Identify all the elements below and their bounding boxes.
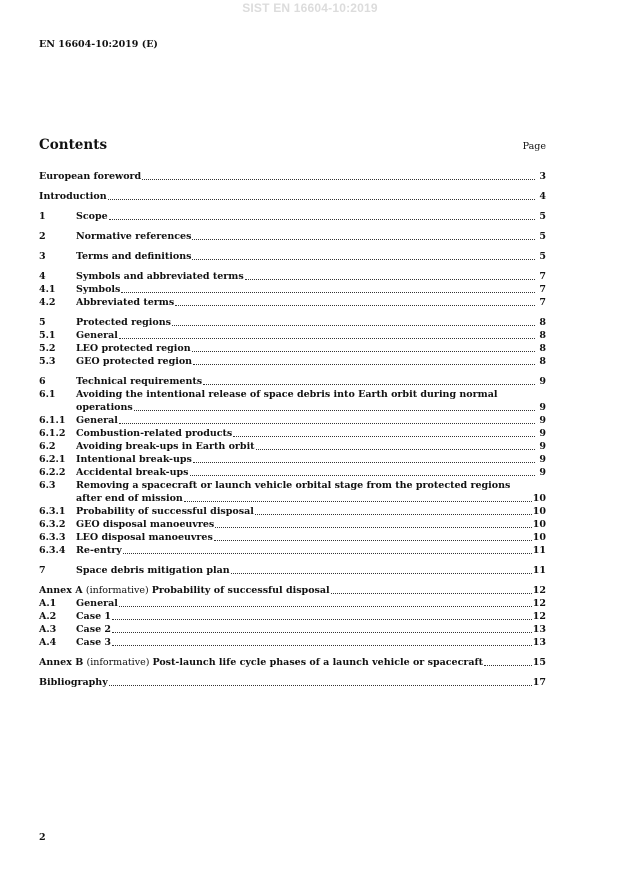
toc-entry[interactable]	[39, 270, 546, 283]
toc-entry-page: 10	[532, 519, 546, 530]
dot-leader	[192, 258, 535, 260]
dot-leader	[175, 304, 535, 306]
toc-entry-number: 2	[39, 231, 46, 242]
dot-leader	[121, 291, 535, 293]
toc-entry-title: Symbols and abbreviated terms	[76, 271, 244, 282]
toc-entry-title	[39, 584, 330, 597]
toc-entry-number: 6.3.4	[39, 545, 66, 556]
toc-entry-number: 4.2	[39, 297, 56, 308]
toc-entry-number: A.2	[39, 611, 57, 622]
toc-entry-number: 6.2.2	[39, 467, 66, 478]
dot-leader	[142, 178, 535, 180]
table-of-contents	[39, 170, 546, 689]
dot-leader	[112, 631, 532, 633]
toc-entry-number: 1	[39, 211, 46, 222]
toc-entry-title: GEO protected region	[76, 356, 193, 367]
dot-leader	[134, 409, 535, 411]
toc-entry-title: General	[76, 415, 118, 426]
toc-entry[interactable]	[39, 544, 546, 557]
toc-entry-number: A.3	[39, 624, 57, 635]
toc-entry-title: Avoiding the intentional release of space debris into Earth orbit during normal	[76, 389, 498, 400]
toc-entry-page: 8	[539, 343, 546, 354]
page-number: 2	[39, 832, 46, 843]
toc-entry-number: 5.3	[39, 356, 56, 367]
toc-entry-title: after end of mission	[76, 493, 183, 504]
toc-entry-number: 6.1	[39, 389, 56, 400]
toc-entry-number: 6.1.2	[39, 428, 66, 439]
toc-entry[interactable]	[39, 623, 546, 636]
toc-entry-title: Technical requirements	[76, 376, 203, 387]
toc-entry-page: 9	[539, 428, 546, 439]
toc-entry[interactable]	[39, 375, 546, 388]
toc-entry-number: 3	[39, 251, 46, 262]
toc-entry-title: GEO disposal manoeuvres	[76, 519, 215, 530]
toc-entry-page: 13	[532, 624, 546, 635]
dot-leader	[331, 592, 532, 594]
toc-entry-page: 9	[539, 415, 546, 426]
toc-entry[interactable]	[39, 190, 546, 203]
toc-entry-number: A.4	[39, 637, 57, 648]
toc-entry-title: Removing a spacecraft or launch vehicle orbital stage from the protected regions	[76, 480, 511, 491]
toc-entry-title-line	[39, 479, 546, 492]
toc-entry-number: 5.2	[39, 343, 56, 354]
toc-entry[interactable]	[39, 453, 546, 466]
toc-entry-page: 7	[539, 284, 546, 295]
dot-leader	[245, 278, 535, 280]
toc-entry[interactable]	[39, 505, 546, 518]
dot-leader	[108, 198, 535, 200]
toc-entry-page: 13	[532, 637, 546, 648]
toc-entry-title: Probability of successful disposal	[76, 506, 254, 517]
dot-leader	[112, 644, 532, 646]
toc-entry[interactable]	[39, 466, 546, 479]
toc-entry-number: 7	[39, 565, 46, 576]
toc-entry-title: Bibliography	[39, 677, 108, 688]
toc-entry[interactable]	[39, 296, 546, 309]
toc-entry-title: Abbreviated terms	[76, 297, 175, 308]
toc-entry-title: European foreword	[39, 171, 142, 182]
toc-entry-page: 3	[539, 171, 546, 182]
toc-entry-page: 9	[539, 441, 546, 452]
toc-entry-title: Accidental break-ups	[76, 467, 189, 478]
toc-entry-number: 6.2	[39, 441, 56, 452]
toc-entry-title: Avoiding break-ups in Earth orbit	[76, 441, 255, 452]
toc-entry[interactable]	[39, 355, 546, 368]
toc-entry-title: Normative references	[76, 231, 192, 242]
toc-entry-page: 17	[532, 677, 546, 688]
annex-informative-label: (informative)	[86, 657, 153, 668]
page-column-label: Page	[522, 141, 546, 152]
dot-leader	[109, 218, 535, 220]
toc-entry-title: Introduction	[39, 191, 107, 202]
dot-leader	[193, 363, 535, 365]
toc-entry-title: Combustion-related products	[76, 428, 233, 439]
toc-entry-page: 11	[532, 545, 546, 556]
toc-entry-page: 12	[532, 611, 546, 622]
toc-entry-number: 6.3.1	[39, 506, 66, 517]
toc-entry[interactable]	[39, 656, 546, 669]
toc-entry-number: 5.1	[39, 330, 56, 341]
toc-entry-title: Terms and definitions	[76, 251, 192, 262]
dot-leader	[119, 422, 535, 424]
toc-entry-page: 11	[532, 565, 546, 576]
toc-entry[interactable]	[39, 610, 546, 623]
toc-entry[interactable]	[39, 479, 546, 505]
toc-entry-title	[39, 656, 483, 669]
toc-entry-page: 9	[539, 376, 546, 387]
toc-entry[interactable]	[39, 414, 546, 427]
toc-entry-number: 6.3.3	[39, 532, 66, 543]
toc-entry-page: 8	[539, 356, 546, 367]
dot-leader	[123, 552, 532, 554]
toc-entry[interactable]	[39, 230, 546, 243]
toc-entry-title: LEO disposal manoeuvres	[76, 532, 213, 543]
toc-entry-page: 8	[539, 317, 546, 328]
toc-entry-title: Scope	[76, 211, 108, 222]
toc-entry-page: 12	[532, 598, 546, 609]
toc-entry-page: 10	[532, 532, 546, 543]
dot-leader	[192, 238, 535, 240]
toc-entry-title: LEO protected region	[76, 343, 191, 354]
toc-entry-title: Case 3	[76, 637, 112, 648]
toc-entry[interactable]	[39, 584, 546, 597]
annex-label: Annex A	[39, 585, 86, 596]
toc-entry-number: 6.3.2	[39, 519, 66, 530]
toc-entry-page: 10	[532, 493, 546, 504]
toc-entry[interactable]	[39, 440, 546, 453]
toc-entry-page: 5	[539, 211, 546, 222]
dot-leader	[184, 500, 532, 502]
annex-title: Probability of successful disposal	[151, 585, 330, 596]
toc-entry[interactable]	[39, 250, 546, 263]
toc-entry-page: 9	[539, 454, 546, 465]
dot-leader	[112, 618, 532, 620]
toc-entry[interactable]	[39, 388, 546, 414]
toc-entry-title-line	[39, 388, 546, 401]
toc-entry[interactable]	[39, 636, 546, 649]
dot-leader	[119, 605, 532, 607]
toc-entry-number: 6.3	[39, 480, 56, 491]
annex-title: Post-launch life cycle phases of a launch vehicle or spacecraft	[152, 657, 484, 668]
dot-leader	[172, 324, 535, 326]
toc-entry-page: 5	[539, 251, 546, 262]
dot-leader	[484, 664, 532, 666]
toc-entry[interactable]	[39, 329, 546, 342]
dot-leader	[193, 461, 535, 463]
annex-label: Annex B	[39, 657, 87, 668]
toc-entry-page: 9	[539, 467, 546, 478]
toc-entry-title: General	[76, 598, 118, 609]
toc-entry-page: 7	[539, 297, 546, 308]
contents-title: Contents	[39, 137, 108, 153]
dot-leader	[192, 350, 535, 352]
toc-entry[interactable]	[39, 531, 546, 544]
toc-entry-number: A.1	[39, 598, 57, 609]
toc-entry-title: Re-entry	[76, 545, 122, 556]
dot-leader	[233, 435, 535, 437]
toc-entry-number: 4	[39, 271, 46, 282]
toc-entry-title: Case 2	[76, 624, 112, 635]
toc-entry-title: operations	[76, 402, 133, 413]
toc-entry-number: 6	[39, 376, 46, 387]
dot-leader	[255, 513, 532, 515]
toc-entry-number: 5	[39, 317, 46, 328]
toc-entry-number: 6.1.1	[39, 415, 66, 426]
dot-leader	[190, 474, 536, 476]
toc-entry-page: 15	[532, 657, 546, 668]
dot-leader	[256, 448, 535, 450]
annex-informative-label: (informative)	[85, 585, 152, 596]
dot-leader	[109, 684, 532, 686]
toc-entry-page: 4	[539, 191, 546, 202]
toc-entry-title: Protected regions	[76, 317, 171, 328]
toc-entry[interactable]	[39, 283, 546, 296]
toc-entry[interactable]	[39, 427, 546, 440]
toc-entry[interactable]	[39, 564, 546, 577]
toc-entry-title: Symbols	[76, 284, 121, 295]
toc-entry[interactable]	[39, 342, 546, 355]
toc-entry-number: 4.1	[39, 284, 56, 295]
dot-leader	[119, 337, 535, 339]
toc-entry[interactable]	[39, 170, 546, 183]
toc-entry-page: 7	[539, 271, 546, 282]
document-id: EN 16604-10:2019 (E)	[39, 39, 158, 50]
toc-entry-title: Case 1	[76, 611, 112, 622]
toc-entry-page: 9	[539, 402, 546, 413]
toc-entry[interactable]	[39, 676, 546, 689]
toc-entry-title: Intentional break-ups	[76, 454, 192, 465]
toc-entry-title: General	[76, 330, 118, 341]
toc-entry[interactable]	[39, 518, 546, 531]
toc-entry-page: 5	[539, 231, 546, 242]
toc-entry[interactable]	[39, 316, 546, 329]
dot-leader	[214, 539, 532, 541]
toc-entry-page: 12	[532, 585, 546, 596]
toc-entry-page: 10	[532, 506, 546, 517]
toc-entry-title: Space debris mitigation plan	[76, 565, 230, 576]
toc-entry[interactable]	[39, 597, 546, 610]
toc-entry-page: 8	[539, 330, 546, 341]
watermark: SIST EN 16604-10:2019	[242, 1, 378, 15]
toc-entry-number: 6.2.1	[39, 454, 66, 465]
toc-entry[interactable]	[39, 210, 546, 223]
dot-leader	[215, 526, 532, 528]
dot-leader	[203, 383, 535, 385]
dot-leader	[231, 572, 532, 574]
